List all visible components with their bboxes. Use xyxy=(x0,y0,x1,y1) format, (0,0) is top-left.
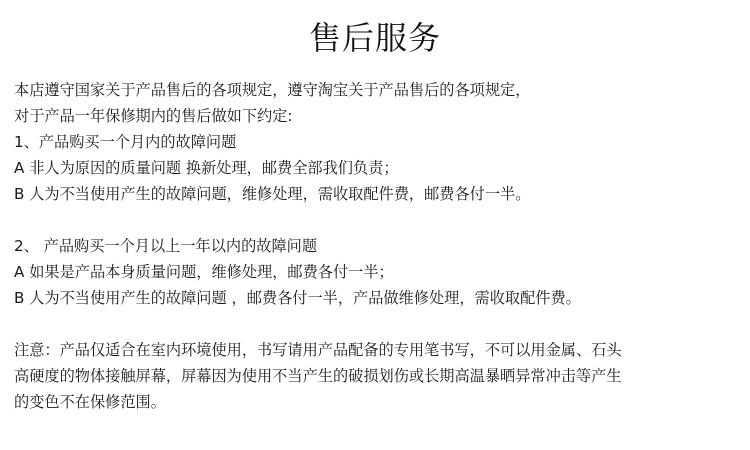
section-1-heading: 1、产品购买一个月内的故障问题 xyxy=(14,133,237,151)
note-line-1: 注意：产品仅适合在室内环境使用，书写请用产品配备的专用笔书写，不可以用金属、石头 xyxy=(14,341,622,359)
intro-line-2: 对于产品一年保修期内的售后做如下约定: xyxy=(14,107,293,125)
section-2-item-b: B 人为不当使用产生的故障问题 ，邮费各付一半，产品做维修处理，需收取配件费。 xyxy=(14,289,581,307)
after-sales-text xyxy=(14,77,740,415)
section-2-heading: 2、 产品购买一个月以上一年以内的故障问题 xyxy=(14,237,318,255)
intro-line-1: 本店遵守国家关于产品售后的各项规定，遵守淘宝关于产品售后的各项规定， xyxy=(14,81,531,99)
section-2-item-a: A 如果是产品本身质量问题，维修处理，邮费各付一半； xyxy=(14,263,394,281)
note-line-2: 高硬度的物体接触屏幕，屏幕因为使用不当产生的破损划伤或长期高温暴晒异常冲击等产生 xyxy=(14,367,622,385)
section-1-item-a: A 非人为原因的质量问题 换新处理，邮费全部我们负责； xyxy=(14,159,399,177)
section-1-item-b: B 人为不当使用产生的故障问题，维修处理，需收取配件费，邮费各付一半。 xyxy=(14,185,531,203)
blank-line xyxy=(14,207,740,233)
note-line-3: 的变色不在保修范围。 xyxy=(14,393,166,411)
page-title: 售后服务 xyxy=(308,19,441,57)
blank-line xyxy=(14,311,740,337)
